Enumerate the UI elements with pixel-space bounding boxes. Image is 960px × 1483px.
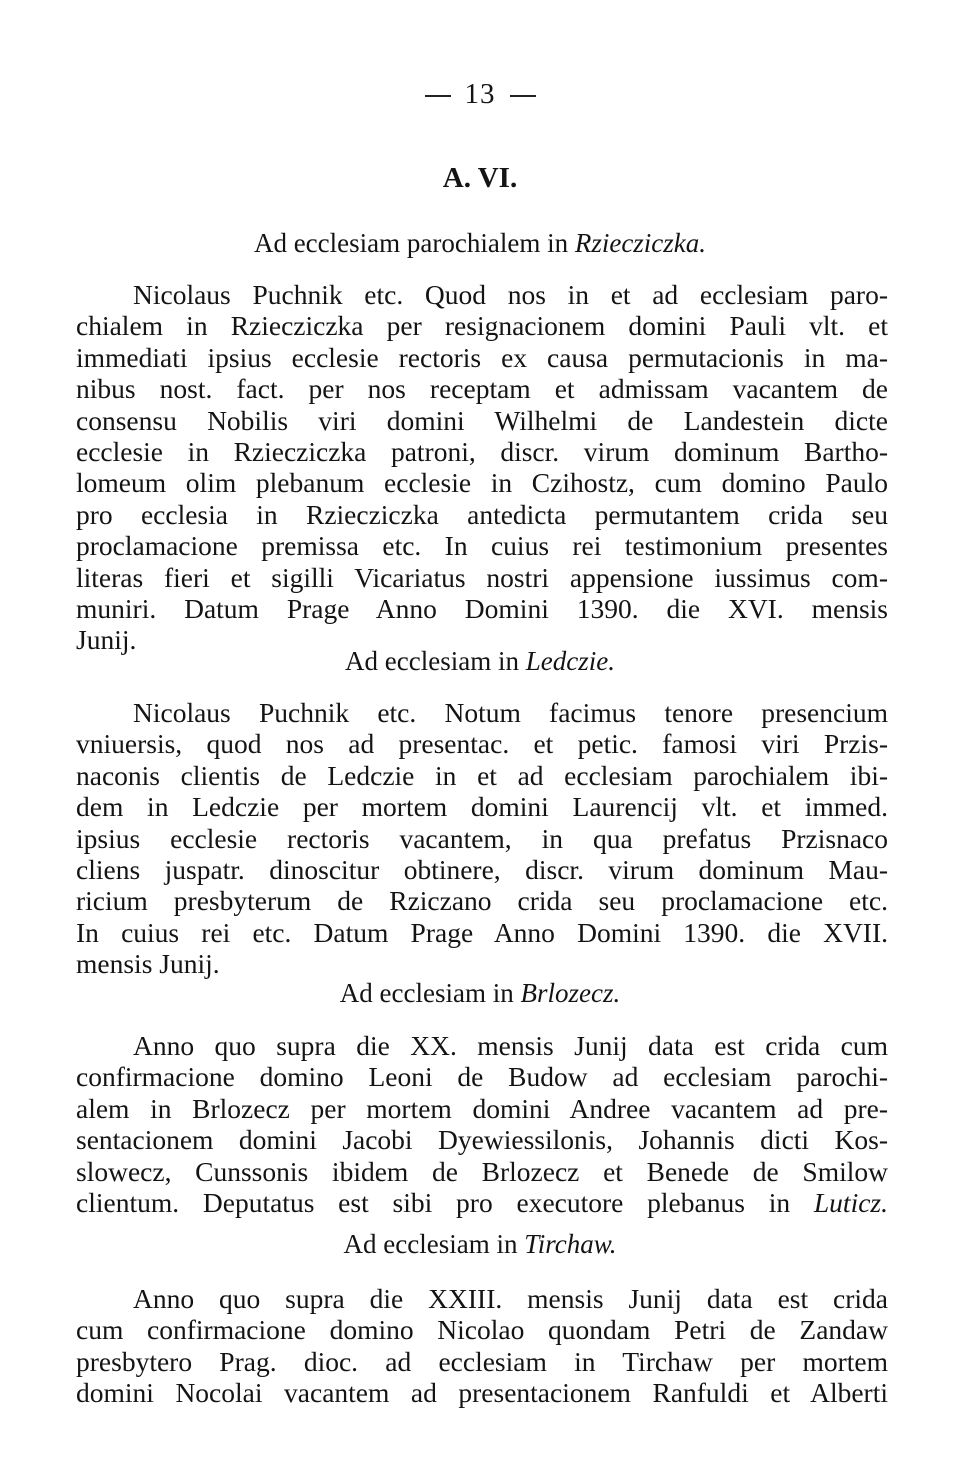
text-line: ipsius ecclesie rectoris vacantem, in qua prefatus Przisnaco bbox=[76, 822, 888, 854]
text-line: muniri. Datum Prage Anno Domini 1390. die XVI. mensis bbox=[76, 592, 888, 624]
text-line: mensis Junij. bbox=[76, 948, 220, 980]
text-line: Nicolaus Puchnik etc. Quod nos in et ad ecclesiam paro- bbox=[133, 279, 888, 310]
text-line: confirmacione domino Leoni de Budow ad ecclesiam parochi- bbox=[76, 1061, 888, 1093]
page-number: 13 bbox=[0, 78, 960, 111]
text-line: cum confirmacione domino Nicolao quondam Petri de Zandaw bbox=[76, 1314, 888, 1346]
entry-heading-ledczie: Ad ecclesiam in Ledczie. bbox=[345, 646, 615, 676]
text-line: Anno quo supra die XXIII. mensis Junij data est crida bbox=[133, 1283, 888, 1314]
entry-heading-rziecziczka: Ad ecclesiam parochialem in Rziecziczka. bbox=[253, 228, 707, 258]
text-line: presbytero Prag. dioc. ad ecclesiam in Tirchaw per mortem bbox=[76, 1345, 888, 1377]
text-line: proclamacione premissa etc. In cuius rei testimonium presentes bbox=[76, 530, 888, 562]
entry-body-ledczie bbox=[76, 697, 888, 980]
text-line: immediati ipsius ecclesie rectoris ex causa permutacionis in ma- bbox=[76, 341, 888, 373]
text-line: dem in Ledczie per mortem domini Laurencij vlt. et immed. bbox=[76, 791, 888, 823]
text-line: naconis clientis de Ledczie in et ad ecclesiam parochialem ibi- bbox=[76, 759, 888, 791]
entry-body-tirchaw bbox=[76, 1283, 888, 1409]
text-line: ecclesie in Rziecziczka patroni, discr. virum dominum Bartho- bbox=[76, 435, 888, 467]
text-line: slowecz, Cunssonis ibidem de Brlozecz et Benede de Smilow bbox=[76, 1155, 888, 1187]
text-line: Nicolaus Puchnik etc. Notum facimus tenore presencium bbox=[133, 697, 888, 728]
section-label: A. VI. bbox=[442, 162, 518, 194]
entry-body-rziecziczka bbox=[76, 279, 888, 656]
entry-heading-brlozecz: Ad ecclesiam in Brlozecz. bbox=[339, 978, 621, 1008]
text-line: clientum. Deputatus est sibi pro executore plebanus in Luticz. bbox=[76, 1186, 888, 1218]
text-line: domini Nocolai vacantem ad presentacionem Ranfuldi et Alberti bbox=[76, 1377, 888, 1409]
text-line: chialem in Rziecziczka per resignacionem domini Pauli vlt. et bbox=[76, 310, 888, 342]
entry-body-brlozecz bbox=[76, 1030, 888, 1218]
text-line: vniuersis, quod nos ad presentac. et petic. famosi viri Przis- bbox=[76, 728, 888, 760]
dash-left bbox=[425, 95, 451, 97]
text-line: sentacionem domini Jacobi Dyewiessilonis, Johannis dicti Kos- bbox=[76, 1124, 888, 1156]
text-line: In cuius rei etc. Datum Prage Anno Domini 1390. die XVII. bbox=[76, 916, 888, 948]
text-line: alem in Brlozecz per mortem domini Andree vacantem ad pre- bbox=[76, 1092, 888, 1124]
entry-heading-tirchaw: Ad ecclesiam in Tirchaw. bbox=[343, 1229, 617, 1259]
text-line: cliens juspatr. dinoscitur obtinere, discr. virum dominum Mau- bbox=[76, 853, 888, 885]
text-line: nibus nost. fact. per nos receptam et admissam vacantem de bbox=[76, 373, 888, 405]
text-line: lomeum olim plebanum ecclesie in Czihostz, cum domino Paulo bbox=[76, 467, 888, 499]
dash-right bbox=[510, 95, 536, 97]
text-line: Anno quo supra die XX. mensis Junij data est crida cum bbox=[133, 1030, 888, 1061]
text-line: pro ecclesia in Rziecziczka antedicta permutantem crida seu bbox=[76, 498, 888, 530]
text-line: Junij. bbox=[76, 624, 137, 656]
text-line: literas fieri et sigilli Vicariatus nostri appensione iussimus com- bbox=[76, 561, 888, 593]
text-line: consensu Nobilis viri domini Wilhelmi de Landestein dicte bbox=[76, 404, 888, 436]
text-line: ricium presbyterum de Rziczano crida seu proclamacione etc. bbox=[76, 885, 888, 917]
